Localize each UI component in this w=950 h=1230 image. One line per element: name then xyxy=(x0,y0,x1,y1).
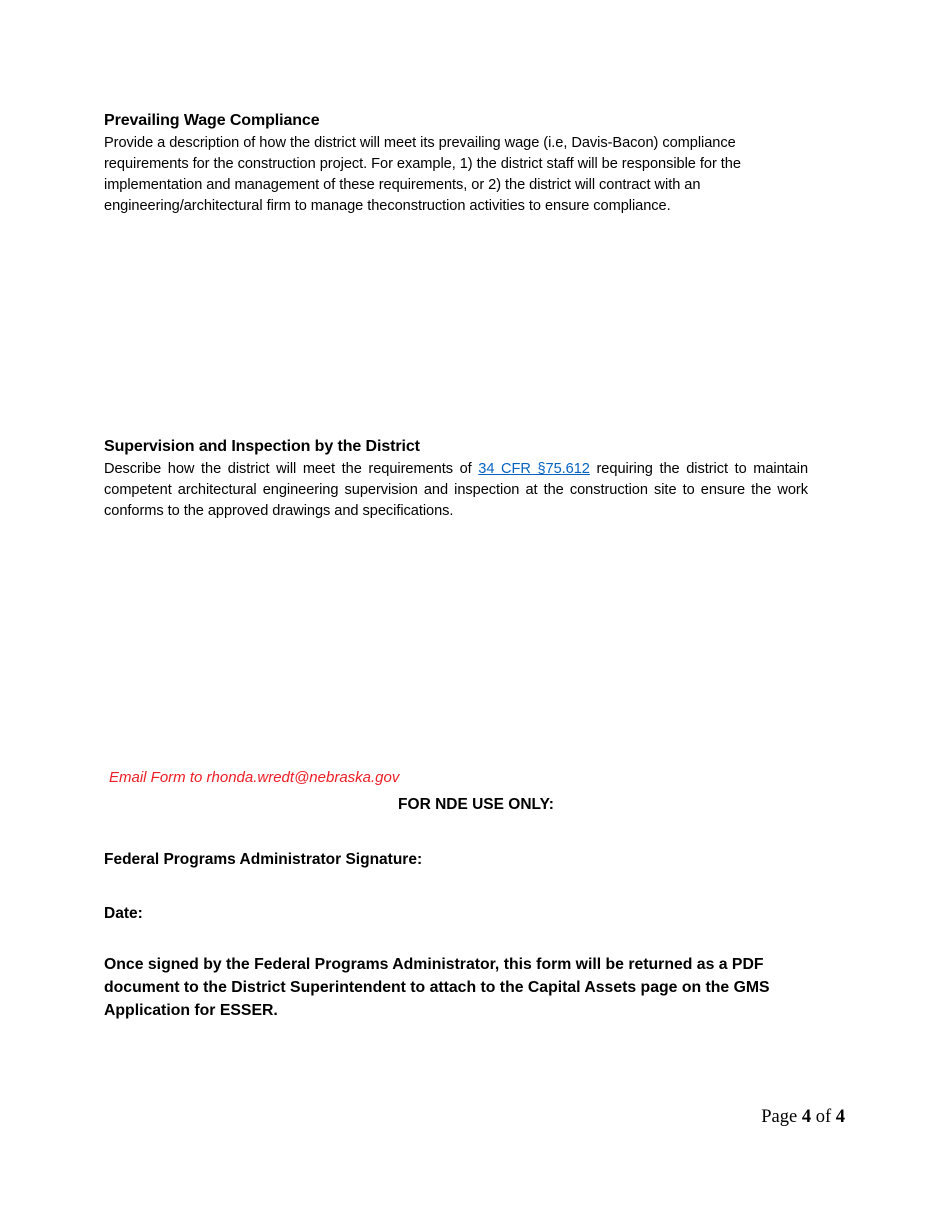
email-form-note: Email Form to rhonda.wredt@nebraska.gov xyxy=(109,769,400,786)
supervision-description xyxy=(104,459,808,522)
cfr-regulation-link[interactable]: 34 CFR §75.612 xyxy=(478,461,590,477)
prevailing-wage-description xyxy=(104,133,824,217)
supervision-text-before-link: Describe how the district will meet the requirements of xyxy=(104,461,479,477)
prevailing-wage-line: requirements for the construction project. For example, 1) the district staff will be responsible for the xyxy=(104,156,741,172)
page-word: Page xyxy=(761,1107,798,1127)
closing-instructions: Once signed by the Federal Programs Administrator, this form will be returned as a PDF document to the District Superintendent to attach to the Capital Assets page on the GMS Application for ESSER. xyxy=(104,956,770,1019)
page-number-footer xyxy=(761,1107,845,1128)
prevailing-wage-heading: Prevailing Wage Compliance xyxy=(104,112,320,129)
supervision-heading: Supervision and Inspection by the District xyxy=(104,438,420,455)
signature-label: Federal Programs Administrator Signature: xyxy=(104,851,423,868)
prevailing-wage-line: Provide a description of how the district will meet its prevailing wage (i.e, Davis-Bacon) compliance xyxy=(104,135,736,151)
total-pages-number: 4 xyxy=(835,1107,845,1127)
current-page-number: 4 xyxy=(801,1107,812,1127)
date-label: Date: xyxy=(104,905,143,922)
prevailing-wage-line: engineering/architectural firm to manage theconstruction activities to ensure compliance. xyxy=(104,198,671,214)
supervision-text-after-link: requiring the district to maintain competent architectural engineering supervision and inspection at the construction site to ensure the work conforms to the approved drawings and specifications. xyxy=(104,461,809,519)
nde-use-only-title: FOR NDE USE ONLY: xyxy=(398,796,554,813)
prevailing-wage-line: implementation and management of these requirements, or 2) the district will contract with an xyxy=(104,177,701,193)
of-word: of xyxy=(815,1107,832,1127)
